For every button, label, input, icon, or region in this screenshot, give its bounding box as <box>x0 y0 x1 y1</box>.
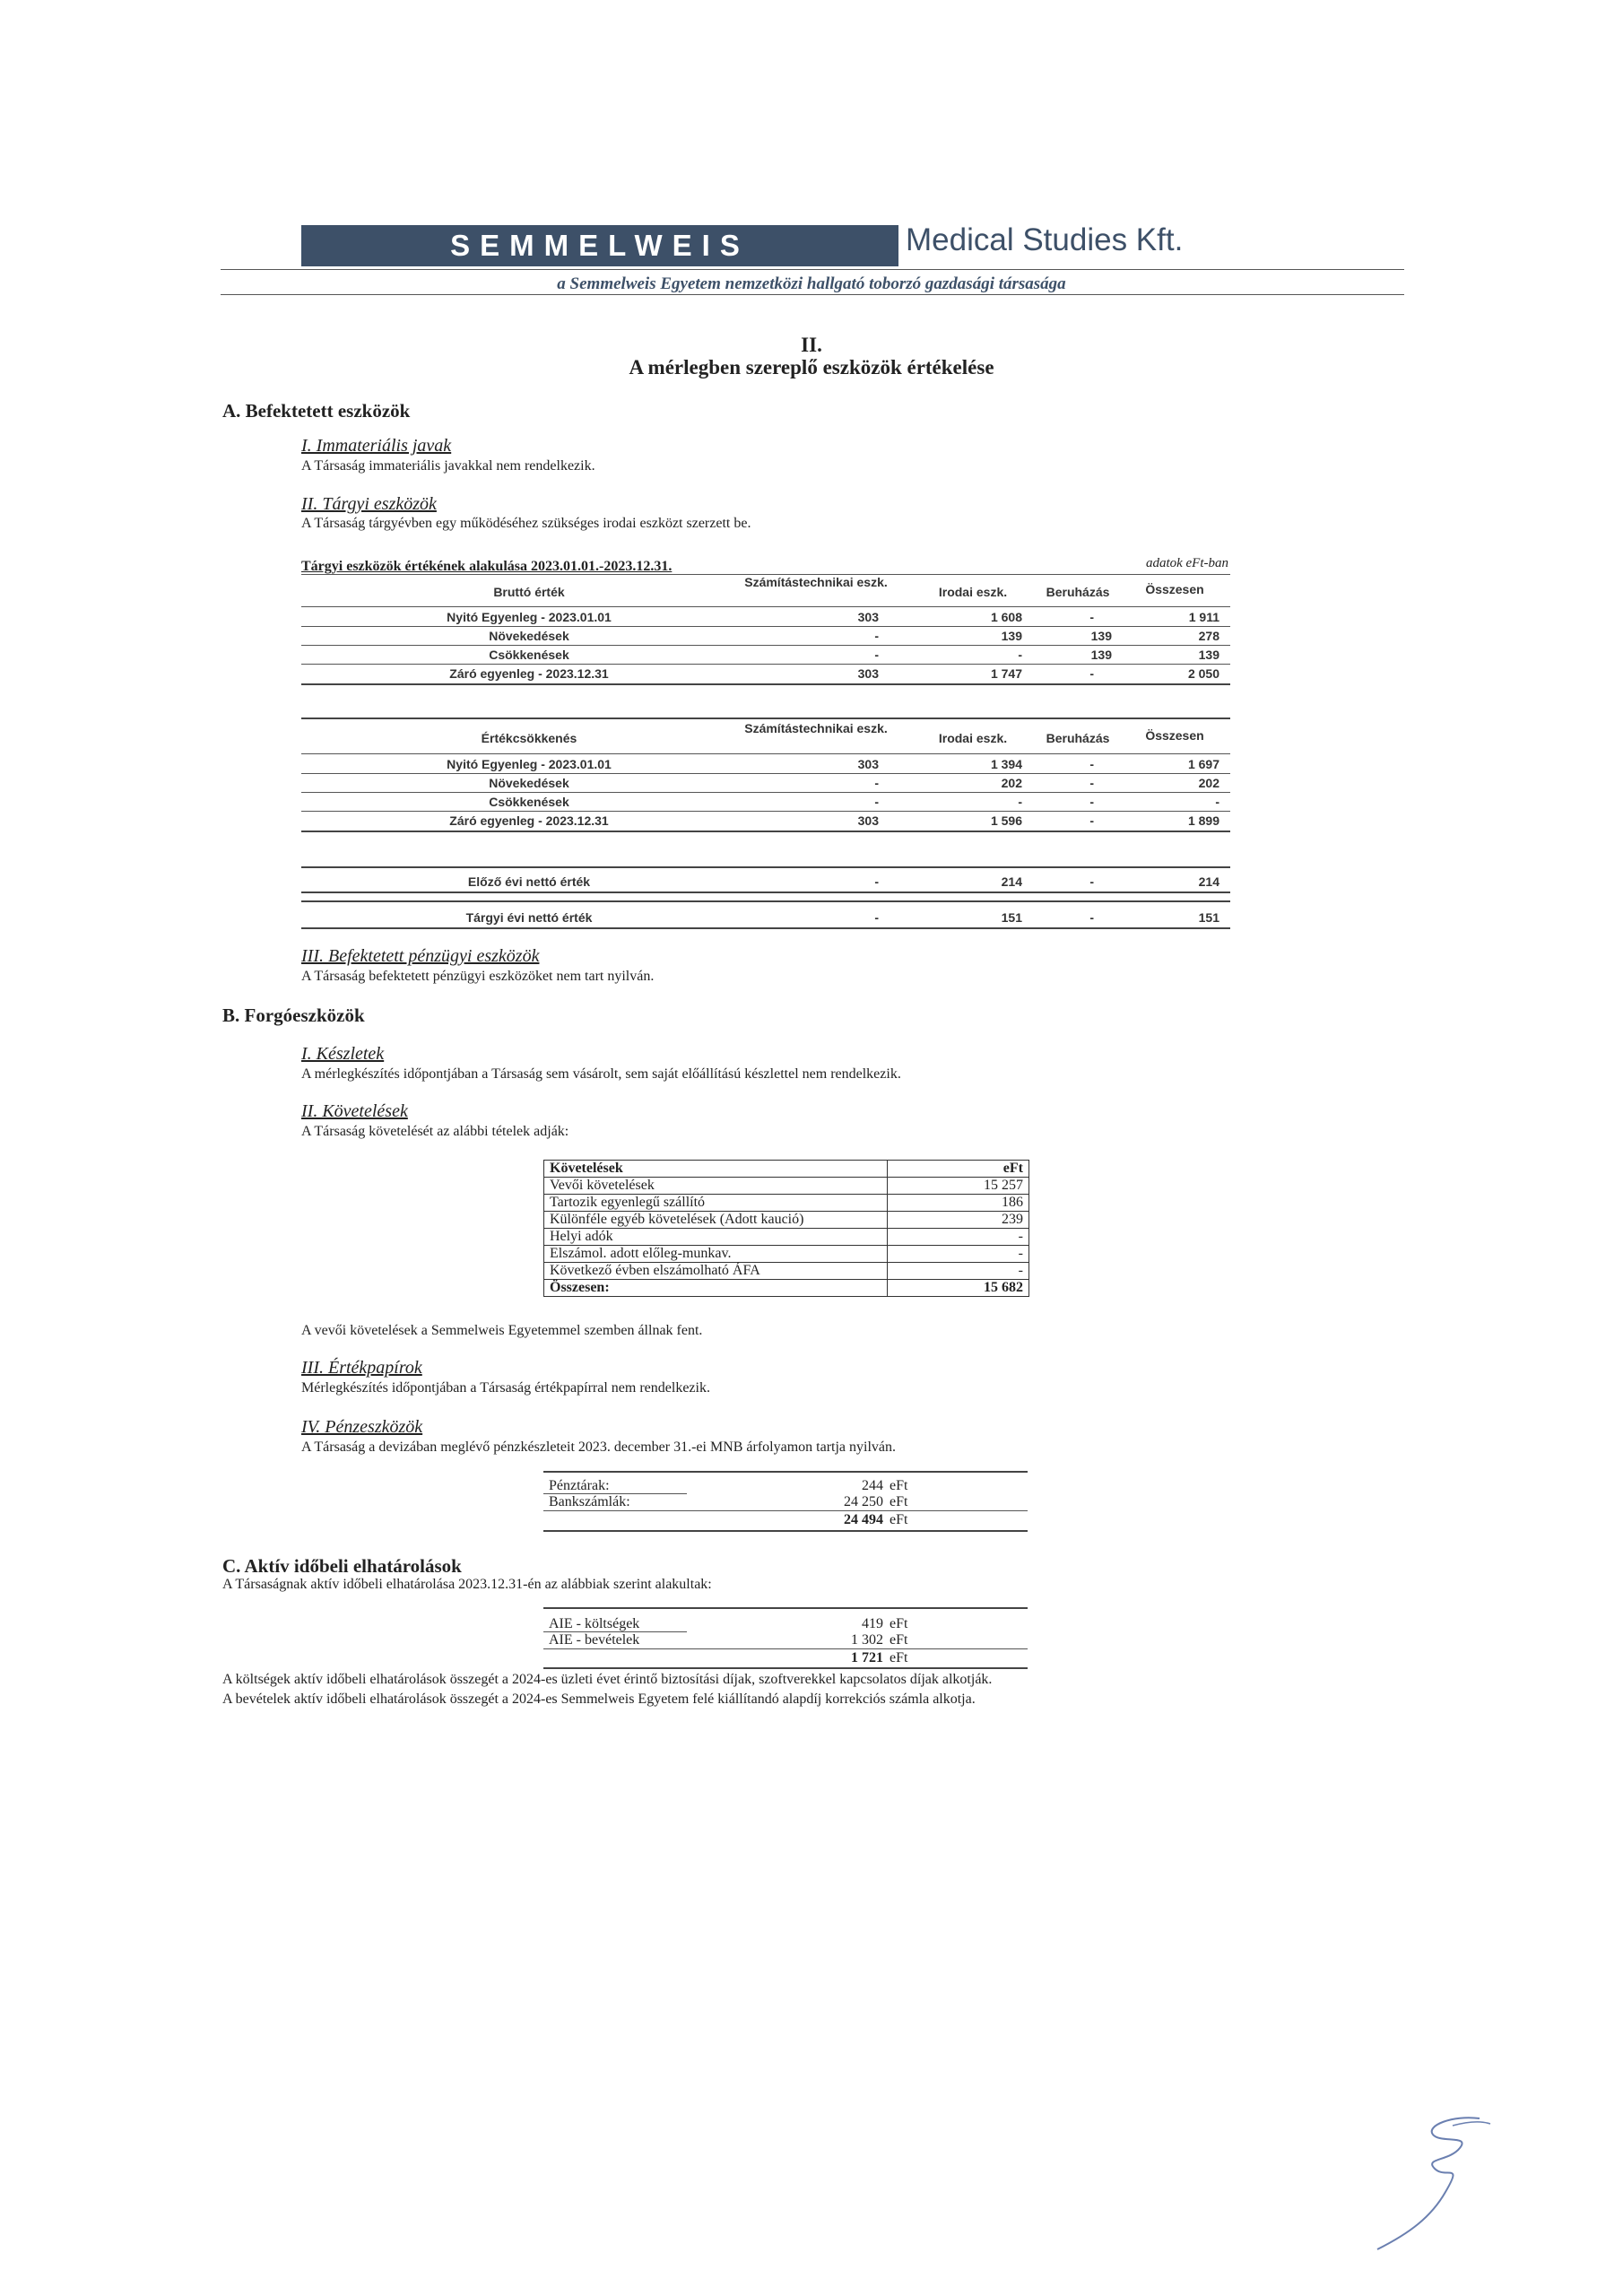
accrual-row-label: AIE - bevételek <box>549 1632 640 1648</box>
cell: - <box>874 629 879 643</box>
logo-text: SEMMELWEIS <box>450 229 750 262</box>
table-row-label: Nyitó Egyenleg - 2023.01.01 <box>447 757 612 771</box>
rule <box>301 773 1230 774</box>
section-a-title: A. Befektetett eszközök <box>222 400 411 422</box>
cell: Tartozik egyenlegű szállító <box>544 1195 888 1212</box>
cell: - <box>888 1263 1029 1280</box>
rule <box>543 1510 1028 1511</box>
cell: 15 682 <box>888 1280 1029 1297</box>
table-row <box>544 1195 1029 1212</box>
cash-row-label: Pénztárak: <box>549 1478 610 1493</box>
depr-header-investment: Beruházás <box>1046 731 1110 745</box>
cell: - <box>874 874 879 889</box>
accrual-row-label: AIE - költségek <box>549 1616 640 1631</box>
gross-header-office: Irodai eszk. <box>938 585 1008 599</box>
cell: 239 <box>888 1212 1029 1229</box>
rule <box>543 1530 1028 1532</box>
header-rule-top <box>221 269 1404 270</box>
gross-header-label: Bruttó érték <box>493 585 565 599</box>
cell: 303 <box>857 757 879 771</box>
cell: eFt <box>890 1494 908 1509</box>
cell: 214 <box>1198 874 1219 889</box>
cell: Elszámol. adott előleg-munkav. <box>544 1246 888 1263</box>
table-row-label: Záró egyenleg - 2023.12.31 <box>449 666 609 681</box>
receivables-note: A vevői követelések a Semmelweis Egyetemmel szemben állnak fent. <box>301 1323 703 1338</box>
cell: - <box>874 795 879 809</box>
logo-subtitle: Medical Studies Kft. <box>906 222 1184 257</box>
rule <box>301 891 1230 893</box>
rule <box>543 1607 1028 1609</box>
table-row-total <box>544 1280 1029 1297</box>
cell: 214 <box>1001 874 1022 889</box>
cell: 202 <box>1001 776 1022 790</box>
tagline: a Semmelweis Egyetem nemzetközi hallgató toborzó gazdasági társasága <box>557 274 1066 293</box>
cell: - <box>888 1246 1029 1263</box>
tangible-text: A Társaság tárgyévben egy működéséhez szükséges irodai eszközt szerzett be. <box>301 516 751 531</box>
securities-text: Mérlegkészítés időpontjában a Társaság értékpapírral nem rendelkezik. <box>301 1380 710 1396</box>
stock-text: A mérlegkészítés időpontjában a Társaság sem vásárolt, sem saját előállítású készlettel nem rendelkezik. <box>301 1066 901 1082</box>
depr-header-office: Irodai eszk. <box>938 731 1008 745</box>
cell: - <box>888 1229 1029 1246</box>
table-row-label: Csökkenések <box>489 795 569 809</box>
financial-heading: III. Befektetett pénzügyi eszközök <box>301 946 540 966</box>
financial-text: A Társaság befektetett pénzügyi eszközöket nem tart nyilván. <box>301 969 655 984</box>
cell: - <box>874 776 879 790</box>
cell: 2 050 <box>1187 666 1219 681</box>
rule <box>301 900 1230 902</box>
rule <box>543 1648 1028 1649</box>
cash-total: 24 494 <box>844 1512 883 1527</box>
rule <box>301 811 1230 812</box>
cell: 303 <box>857 813 879 828</box>
cell: eFt <box>890 1650 908 1665</box>
cell: - <box>874 910 879 925</box>
cell: 1 608 <box>990 610 1022 624</box>
cell: 1 302 <box>851 1632 883 1648</box>
table-row <box>544 1178 1029 1195</box>
cell: 186 <box>888 1195 1029 1212</box>
cell: 1 596 <box>990 813 1022 828</box>
receivables-header-label: Követelések <box>544 1161 888 1178</box>
depr-header-it: Számítástechnikai eszk. <box>744 721 888 735</box>
receivables-table <box>543 1160 1029 1297</box>
securities-heading: III. Értékpapírok <box>301 1358 422 1378</box>
rule <box>543 1471 1028 1473</box>
receivables-text: A Társaság követelését az alábbi tételek adják: <box>301 1124 569 1139</box>
immaterial-text: A Társaság immateriális javakkal nem rendelkezik. <box>301 458 595 474</box>
rule <box>301 606 1230 607</box>
table-row <box>544 1161 1029 1178</box>
cell: - <box>1089 776 1094 790</box>
cell: - <box>1089 795 1094 809</box>
rule <box>301 866 1230 868</box>
table-row-label: Növekedések <box>489 776 569 790</box>
stock-heading: I. Készletek <box>301 1044 385 1064</box>
cell: eFt <box>890 1632 908 1648</box>
cell: Következő évben elszámolható ÁFA <box>544 1263 888 1280</box>
cell: 1 911 <box>1188 610 1219 624</box>
cell: eFt <box>890 1478 908 1493</box>
cell: 303 <box>857 666 879 681</box>
cell: - <box>1089 757 1094 771</box>
table-row-label: Nyitó Egyenleg - 2023.01.01 <box>447 610 612 624</box>
page-title: A mérlegben szereplő eszközök értékelése <box>629 356 994 378</box>
gross-header-total: Összesen <box>1145 582 1204 596</box>
cell: eFt <box>890 1512 908 1527</box>
cell: - <box>1089 666 1094 681</box>
table-row-label: Csökkenések <box>489 648 569 662</box>
cell: 151 <box>1001 910 1022 925</box>
cell: - <box>1018 795 1022 809</box>
cell: 1 747 <box>990 666 1022 681</box>
section-c-title: C. Aktív időbeli elhatárolások <box>222 1555 462 1577</box>
cash-text: A Társaság a devizában meglévő pénzkészleteit 2023. december 31.-ei MNB árfolyamon tartja nyilván. <box>301 1439 897 1455</box>
accrual-total: 1 721 <box>851 1650 883 1665</box>
cell: 15 257 <box>888 1178 1029 1195</box>
cell: 419 <box>862 1616 883 1631</box>
cell: Vevői követelések <box>544 1178 888 1195</box>
cell: - <box>1089 910 1094 925</box>
table-row <box>544 1229 1029 1246</box>
cell: 24 250 <box>844 1494 883 1509</box>
cell: - <box>1215 795 1219 809</box>
signature-image <box>1345 2099 1524 2260</box>
table-row <box>544 1263 1029 1280</box>
tangible-heading: II. Tárgyi eszközök <box>301 494 437 514</box>
cell: - <box>1018 648 1022 662</box>
section-c-text: A Társaságnak aktív időbeli elhatárolása 2023.12.31-én az alábbiak szerint alakultak: <box>222 1577 712 1592</box>
cell: - <box>1089 813 1094 828</box>
cell: 1 697 <box>1187 757 1219 771</box>
cell: 202 <box>1198 776 1219 790</box>
section-number: II. <box>801 334 822 356</box>
section-b-title: B. Forgóeszközök <box>222 1004 365 1026</box>
rule <box>301 626 1230 627</box>
accrual-note-1: A költségek aktív időbeli elhatárolások összegét a 2024-es üzleti évet érintő biztosítási díjak, szoftverekkel kapcsolatos díjak alkotják. <box>222 1672 993 1687</box>
cell: 1 394 <box>990 757 1022 771</box>
rule <box>301 831 1230 832</box>
cell: - <box>874 648 879 662</box>
cell: 139 <box>1001 629 1022 643</box>
asset-table-unit: adatok eFt-ban <box>1145 556 1228 570</box>
cell: 151 <box>1198 910 1219 925</box>
cell: - <box>1089 874 1094 889</box>
depr-header-total: Összesen <box>1145 728 1204 743</box>
cell: Különféle egyéb követelések (Adott kaució) <box>544 1212 888 1229</box>
cell: 139 <box>1090 629 1112 643</box>
cell: 303 <box>857 610 879 624</box>
cell: Helyi adók <box>544 1229 888 1246</box>
rule <box>301 753 1230 754</box>
immaterial-heading: I. Immateriális javak <box>301 436 452 456</box>
cell: 278 <box>1198 629 1219 643</box>
header-rule-bottom <box>221 294 1404 295</box>
table-row-label: Növekedések <box>489 629 569 643</box>
receivables-header-unit: eFt <box>888 1161 1029 1178</box>
company-logo <box>301 225 898 266</box>
receivables-heading: II. Követelések <box>301 1101 408 1121</box>
net-prev-label: Előző évi nettó érték <box>467 874 591 889</box>
rule <box>301 645 1230 646</box>
table-row-label: Záró egyenleg - 2023.12.31 <box>449 813 609 828</box>
cash-row-label: Bankszámlák: <box>549 1494 630 1509</box>
cell: - <box>1089 610 1094 624</box>
rule <box>543 1667 1028 1669</box>
cell: eFt <box>890 1616 908 1631</box>
net-curr-label: Tárgyi évi nettó érték <box>465 910 593 925</box>
rule <box>301 792 1230 793</box>
cell: 244 <box>862 1478 883 1493</box>
cell: 139 <box>1198 648 1219 662</box>
gross-header-it: Számítástechnikai eszk. <box>744 575 888 589</box>
cell: 139 <box>1090 648 1112 662</box>
rule <box>301 927 1230 929</box>
cash-heading: IV. Pénzeszközök <box>301 1417 423 1437</box>
rule <box>301 718 1230 719</box>
depr-header-label: Értékcsökkenés <box>481 731 577 745</box>
accrual-note-2: A bevételek aktív időbeli elhatárolások összegét a 2024-es Semmelweis Egyetem felé kiállítandó alapdíj korrekciós számla alkotja. <box>222 1692 976 1707</box>
table-row <box>544 1246 1029 1263</box>
rule <box>301 664 1230 665</box>
table-row <box>544 1212 1029 1229</box>
cell: Összesen: <box>544 1280 888 1297</box>
cell: 1 899 <box>1187 813 1219 828</box>
rule <box>301 683 1230 685</box>
gross-header-investment: Beruházás <box>1046 585 1110 599</box>
asset-table-title: Tárgyi eszközök értékének alakulása 2023.01.01.-2023.12.31. <box>301 559 673 574</box>
